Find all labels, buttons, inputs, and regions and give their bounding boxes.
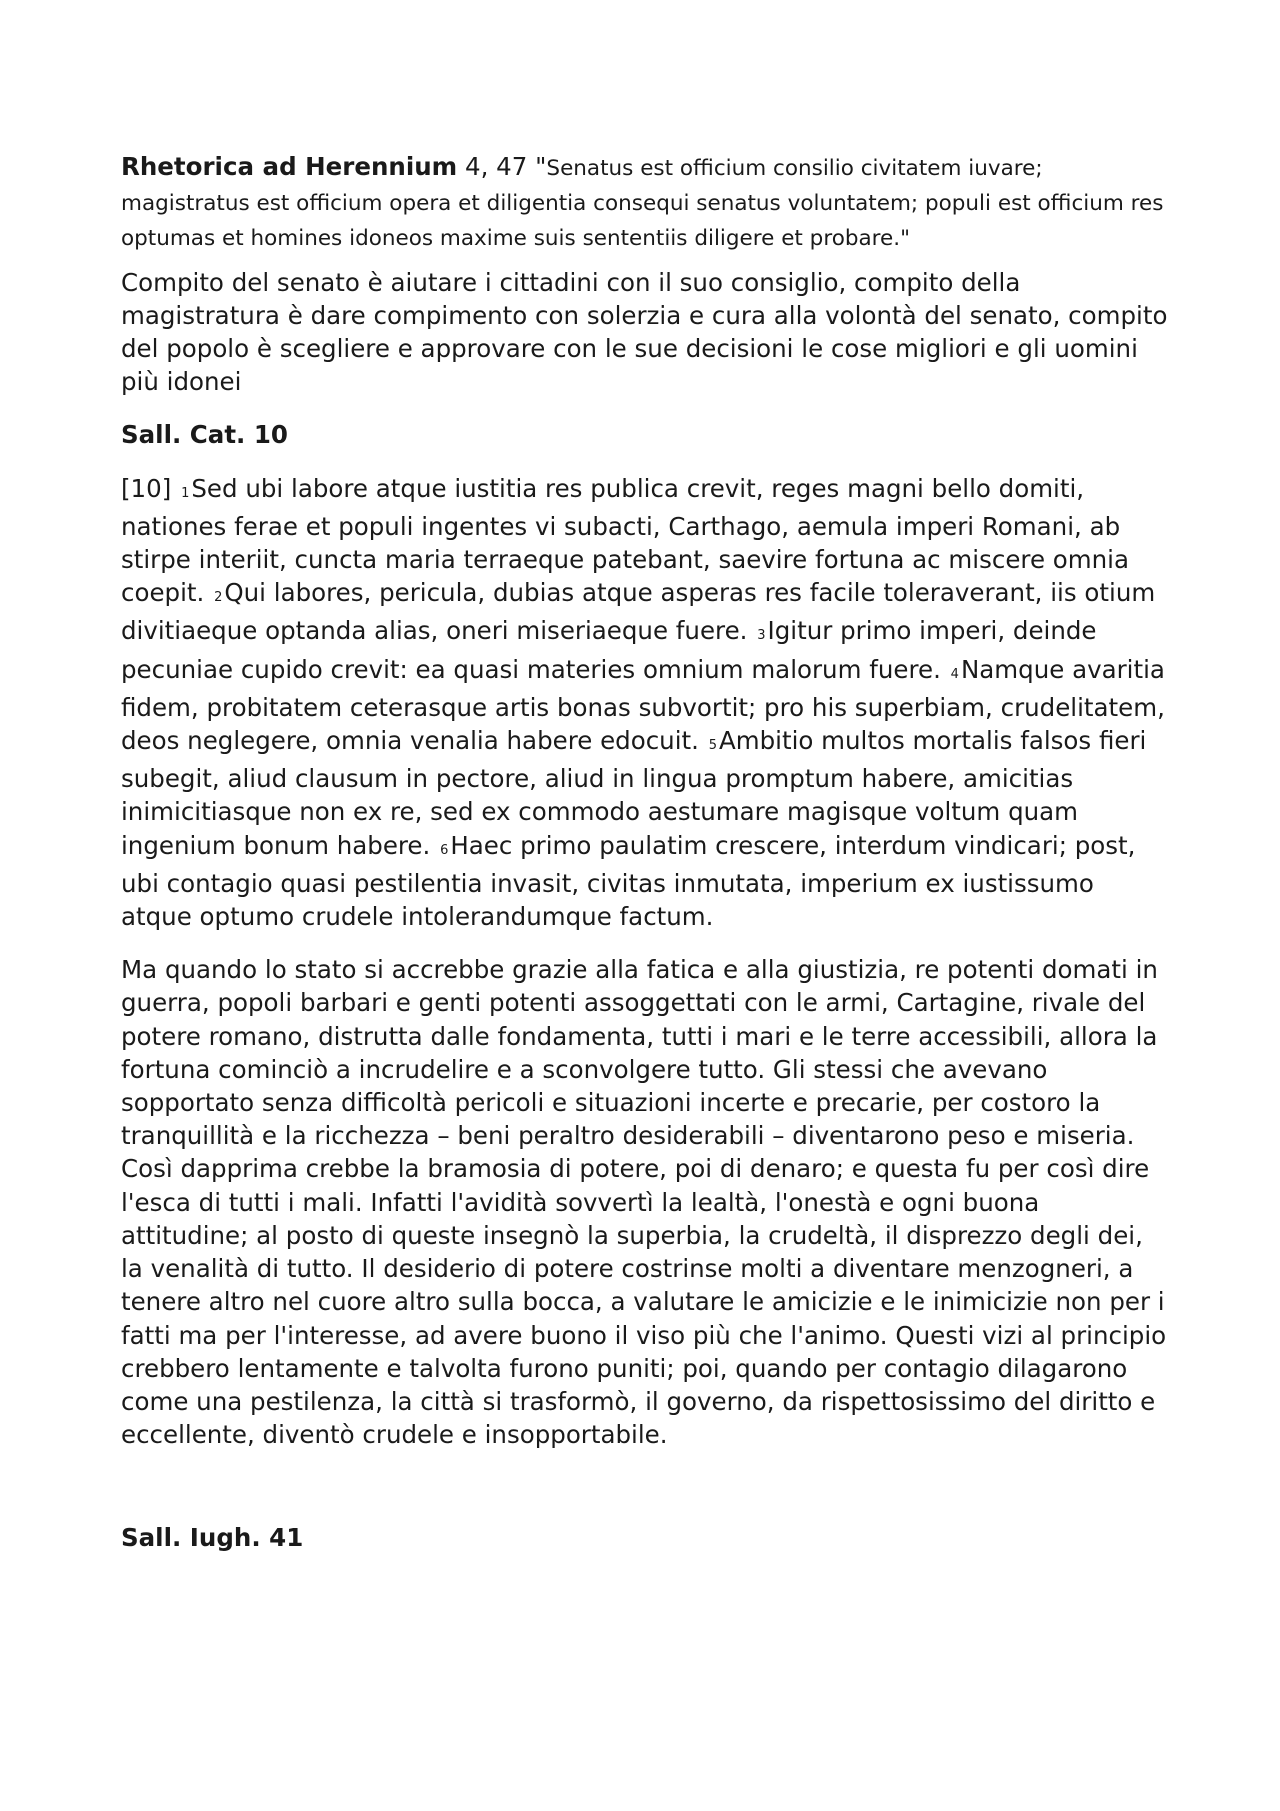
verse-text: Qui labores, pericula, dubias atque asperas res facile toleraverant, iis otium divitiaeque optanda alias, oneri miseriaeque fuere.	[121, 578, 1156, 646]
verse-text: Igitur primo imperi, deinde pecuniae cupido crevit: ea quasi materies omnium malorum fuere.	[121, 616, 1097, 684]
verse-text: Namque avaritia fidem, probitatem ceterasque artis bonas subvortit; pro his superbiam, crudelitatem, deos neglegere, omnia venalia habere edocuit.	[121, 654, 1165, 756]
verse-number: 1	[181, 485, 190, 501]
verse-text: Ambitio multos mortalis falsos fieri subegit, aliud clausum in pectore, aliud in lingua promptum habere, amicitias inimicitiasque non ex re, sed ex commodo aestumare magisque voltum quam ingenium bonum habere.	[121, 726, 1147, 860]
rhetorica-latin-text: Senatus est officium consilio civitatem iuvare; magistratus est officium opera et diligentia consequi senatus voluntatem; populi est officium res optumas et homines idoneos maxime suis sententiis diligere et probare."	[121, 156, 1164, 252]
document-page	[121, 150, 1171, 1555]
chapter-number: [10]	[121, 473, 180, 503]
sall-iugh-heading: Sall. Iugh. 41	[121, 1523, 304, 1553]
sall-cat-latin-paragraph	[121, 472, 1171, 934]
verse-number: 5	[708, 738, 717, 754]
rhetorica-quote-paragraph	[121, 150, 1171, 256]
rhetorica-translation: Compito del senato è aiutare i cittadini con il suo consiglio, compito della magistratura è dare compimento con solerzia e cura alla volontà del senato, compito del popolo è scegliere e approvare con le sue decisioni le cose migliori e gli uomini più idonei	[121, 267, 1168, 397]
sall-cat-translation: Ma quando lo stato si accrebbe grazie alla fatica e alla giustizia, re potenti domati in guerra, popoli barbari e genti potenti assoggettati con le armi, Cartagine, rivale del potere romano, distrutta dalle fondamenta, tutti i mari e le terre accessibili, allora la fortuna cominciò a incrudelire e a sconvolgere tutto. Gli stessi che avevano sopportato senza difficoltà pericoli e situazioni incerte e precarie, per costoro la tranquillità e la ricchezza – beni peraltro desiderabili – diventarono peso e miseria. Così dapprima crebbe la bramosia di potere, poi di denaro; e questa fu per così dire l'esca di tutti i mali. Infatti l'avidità sovvertì la lealtà, l'onestà e ogni buona attitudine; al posto di queste insegnò la superbia, la crudeltà, il disprezzo degli dei, la venalità di tutto. Il desiderio di potere costrinse molti a diventare menzogneri, a tenere altro nel cuore altro sulla bocca, a valutare le amicizie e le inimicizie non per i fatti ma per l'interesse, ad avere buono il viso più che l'animo. Questi vizi al principio crebbero lentamente e talvolta furono puniti; poi, quando per contagio dilagarono come una pestilenza, la città si trasformò, il governo, da rispettosissimo del diritto e eccellente, diventò crudele e insopportabile.	[121, 955, 1167, 1450]
verse-text: Sed ubi labore atque iustitia res publica crevit, reges magni bello domiti, nationes ferae et populi ingentes vi subacti, Carthago, aemula imperi Romani, ab stirpe interiit, cuncta maria terraeque patebant, saevire fortuna ac miscere omnia coepit.	[121, 473, 1130, 608]
rhetorica-title: Rhetorica ad Herennium	[121, 152, 458, 181]
sall-cat-heading: Sall. Cat. 10	[121, 420, 288, 450]
verse-number: 2	[214, 590, 223, 606]
verse-text: Haec primo paulatim crescere, interdum vindicari; post, ubi contagio quasi pestilentia invasit, civitas inmutata, imperium ex iustissumo atque optumo crudele intolerandumque factum.	[121, 830, 1136, 932]
rhetorica-quote-mark: "	[535, 152, 547, 181]
rhetorica-reference: 4, 47	[457, 152, 536, 181]
verse-number: 6	[440, 842, 449, 858]
verse-number: 3	[757, 628, 766, 644]
verse-number: 4	[950, 666, 959, 682]
